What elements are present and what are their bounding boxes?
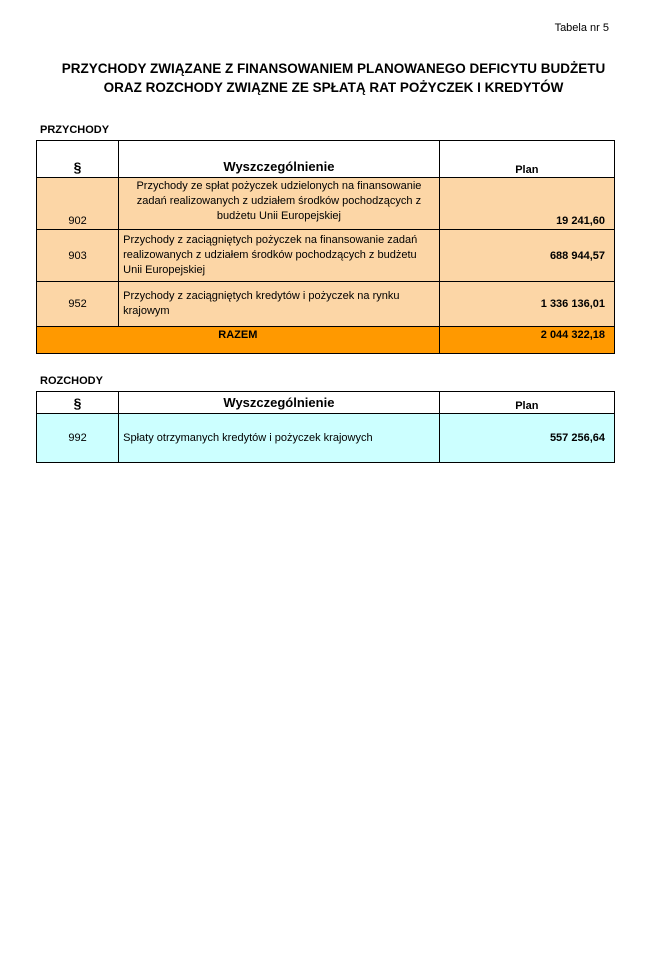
revenues-table xyxy=(36,140,615,354)
row-code: 903 xyxy=(37,230,119,282)
revenues-header-row xyxy=(37,141,615,178)
title-line-1: PRZYCHODY ZWIĄZANE Z FINANSOWANIEM PLANOWANEGO DEFICYTU BUDŻETU xyxy=(61,61,606,76)
row-description: Przychody z zaciągniętych kredytów i pożyczek na rynku krajowym xyxy=(119,282,440,327)
header-plan: Plan xyxy=(439,392,614,414)
row-description: Przychody ze spłat pożyczek udzielonych na finansowanie zadań realizowanych z udziałem środków pochodzących z budżetu Unii Europejskiej xyxy=(119,178,440,230)
row-description: Przychody z zaciągniętych pożyczek na finansowanie zadań realizowanych z udziałem środków pochodzących z budżetu Unii Europejskiej xyxy=(119,230,440,282)
header-description: Wyszczególnienie xyxy=(119,392,440,414)
row-amount: 19 241,60 xyxy=(439,178,614,230)
row-amount: 688 944,57 xyxy=(439,230,614,282)
table-row xyxy=(37,414,615,463)
revenues-section-label: PRZYCHODY xyxy=(40,124,110,136)
row-amount: 557 256,64 xyxy=(439,414,614,463)
header-description: Wyszczególnienie xyxy=(119,141,440,178)
document-title xyxy=(0,59,667,97)
expenditures-section-label: ROZCHODY xyxy=(40,375,103,387)
table-row xyxy=(37,282,615,327)
table-number-label: Tabela nr 5 xyxy=(554,22,609,34)
header-plan: Plan xyxy=(439,141,614,178)
total-label: RAZEM xyxy=(37,327,440,354)
row-description: Spłaty otrzymanych kredytów i pożyczek krajowych xyxy=(119,414,440,463)
table-row xyxy=(37,230,615,282)
total-amount: 2 044 322,18 xyxy=(439,327,614,354)
title-line-2: ORAZ ROZCHODY ZWIĄZNE ZE SPŁATĄ RAT POŻYCZEK I KREDYTÓW xyxy=(103,80,564,95)
total-row xyxy=(37,327,615,354)
row-amount: 1 336 136,01 xyxy=(439,282,614,327)
row-code: 902 xyxy=(37,178,119,230)
table-row xyxy=(37,178,615,230)
expenditures-header-row xyxy=(37,392,615,414)
header-paragraph: § xyxy=(37,141,119,178)
header-paragraph: § xyxy=(37,392,119,414)
row-code: 952 xyxy=(37,282,119,327)
expenditures-table xyxy=(36,391,615,463)
row-code: 992 xyxy=(37,414,119,463)
